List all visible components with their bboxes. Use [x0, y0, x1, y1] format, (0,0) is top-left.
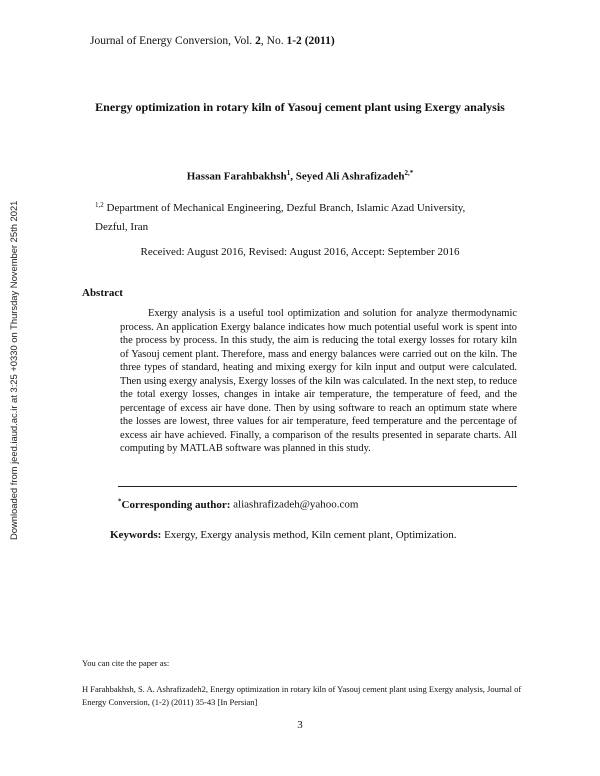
page-number: 3 — [297, 719, 303, 731]
download-watermark: Downloaded from jeed.iaud.ac.ir at 3:25 +0330 on Thursday November 25th 2021 — [8, 200, 19, 540]
journal-year: (2011) — [301, 35, 335, 47]
author-2-sup: 2,* — [404, 169, 414, 177]
affiliation-text: Department of Mechanical Engineering, Dezful Branch, Islamic Azad University, Dezful, Iran — [95, 202, 466, 233]
corresponding-author — [118, 497, 358, 511]
abstract-heading: Abstract — [82, 287, 123, 299]
abstract-text: Exergy analysis is a useful tool optimization and solution for analyze thermodynamic process. An application Exergy balance indicates how much potential useful work is spent into the process by process. In this study, the aim is reducing the total exergy losses for rotary kiln of Yasouj cement plant. Therefore, mass and energy balances were carried out on the kiln. The three types of standard, heating and mixing exergy for kiln input and output were calculated. Then using exergy analysis, Exergy losses of the kiln was calculated. In the next step, to reduce the total exergy losses, changes in intake air temperature, the temperature of feed, and the percentage of excess air have done. Then by using software to reach an optimum state where the losses are lowest, three values for air temperature, feed temperature and the percentage of excess air have achieved. Finally, a comparison of the results presented in separate charts. All computing by MATLAB software was planned in this study. — [120, 308, 517, 454]
keywords — [110, 529, 457, 541]
keywords-text: Exergy, Exergy analysis method, Kiln cement plant, Optimization. — [161, 529, 457, 541]
author-line — [60, 169, 540, 183]
citation-text: H Farahbakhsh, S. A. Ashrafizadeh2, Energy optimization in rotary kiln of Yasouj cement plant using Exergy analysis, Journal of Energy Conversion, (1-2) (2011) 35-43 [In Persian] — [82, 684, 522, 707]
affiliation — [95, 196, 495, 237]
keywords-label: Keywords: — [110, 529, 162, 541]
journal-name: Journal of Energy Conversion, Vol. — [90, 35, 256, 47]
journal-issue: 1-2 — [286, 35, 302, 47]
author-1-sup: 1 — [286, 169, 291, 177]
journal-volume: 2 — [255, 35, 261, 47]
received-dates: Received: August 2016, Revised: August 2016, Accept: September 2016 — [140, 246, 460, 258]
affiliation-sup: 1,2 — [95, 201, 104, 209]
divider — [118, 486, 517, 487]
corresponding-sup: * — [118, 497, 122, 505]
author-separator: , — [290, 170, 296, 183]
author-2: Seyed Ali Ashrafizadeh — [295, 170, 405, 183]
paper-title: Energy optimization in rotary kiln of Yasouj cement plant using Exergy analysis — [95, 100, 505, 114]
journal-no-label: , No. — [260, 35, 287, 47]
corresponding-label — [118, 499, 230, 511]
corresponding-label-text: Corresponding author: — [121, 498, 231, 511]
author-1: Hassan Farahbakhsh — [186, 170, 287, 183]
citation-intro: You can cite the paper as: — [82, 658, 170, 668]
corresponding-email[interactable]: aliashrafizadeh@yahoo.com — [230, 498, 359, 511]
journal-header — [90, 35, 335, 47]
